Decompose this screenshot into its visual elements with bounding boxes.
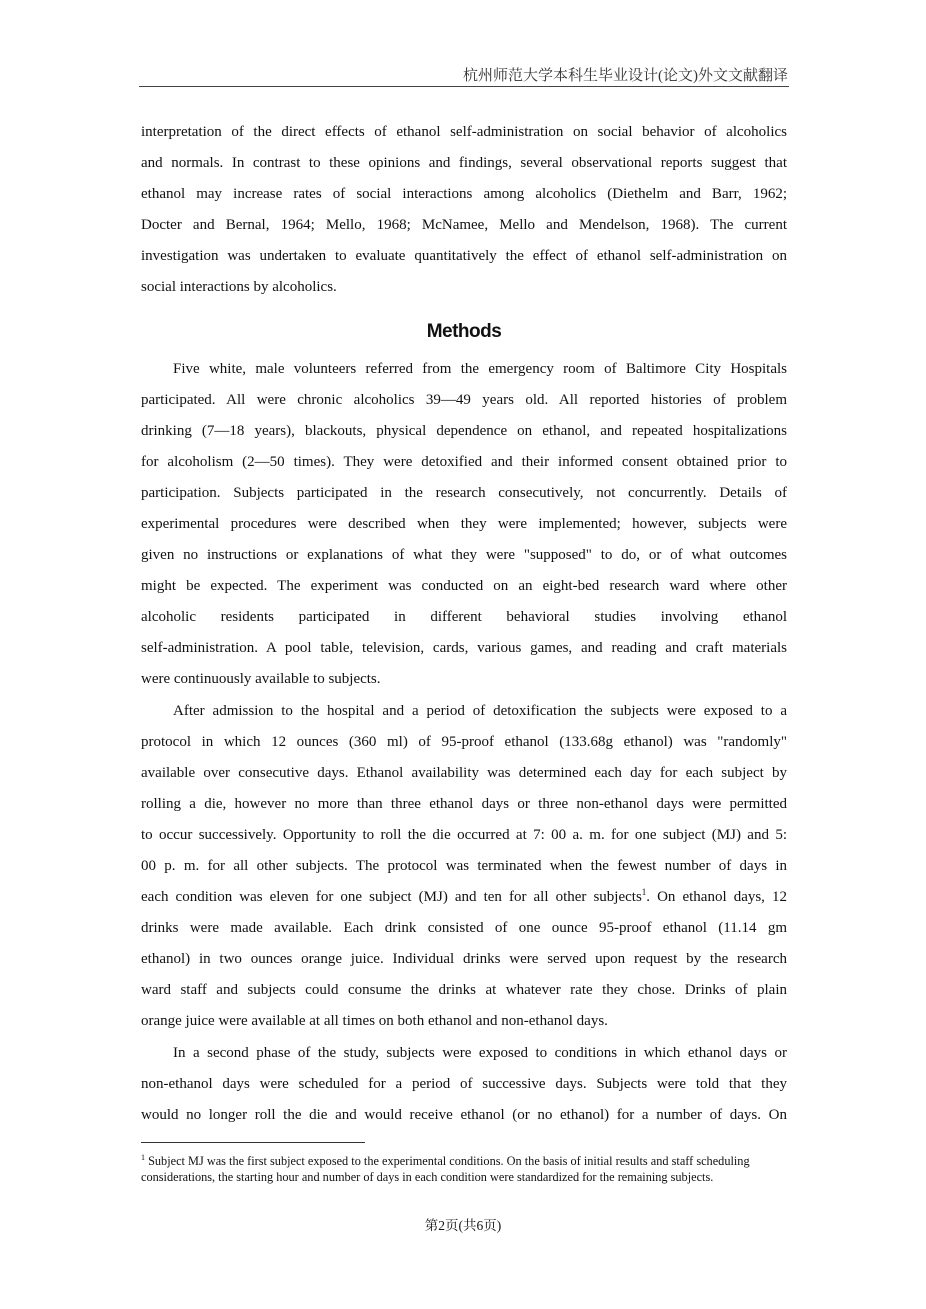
- paragraph-participants: [141, 354, 787, 695]
- header-divider: [139, 86, 789, 87]
- footnote-text: Subject MJ was the first subject exposed to the experimental conditions. On the basis of initial results and staff scheduling considerations, the starting hour and number of days in each condition were standardized for the remaining subjects.: [141, 1154, 750, 1185]
- paragraph-protocol: [141, 696, 787, 1037]
- text-line: In a second phase of the study, subjects were exposed to conditions in which ethanol days or: [173, 1045, 787, 1061]
- text-line: experimental procedures were described when they were implemented; however, subjects were: [141, 516, 787, 532]
- text-line: After admission to the hospital and a period of detoxification the subjects were exposed to a: [173, 703, 787, 719]
- page-number: 第2页(共6页): [424, 1218, 502, 1233]
- text-line: alcoholic residents participated in different behavioral studies involving ethanol: [141, 609, 787, 625]
- footnote-reference: 1: [641, 887, 647, 897]
- text-line: non-ethanol days were scheduled for a period of successive days. Subjects were told that they: [141, 1076, 787, 1092]
- footnote-divider: [141, 1142, 365, 1143]
- text-line: 00 p. m. for all other subjects. The protocol was terminated when the fewest number of days in: [141, 858, 787, 874]
- footnote-marker: 1: [141, 1153, 145, 1162]
- text-line: protocol in which 12 ounces (360 ml) of 95-proof ethanol (133.68g ethanol) was "randomly": [141, 734, 787, 750]
- text-line: given no instructions or explanations of what they were "supposed" to do, or of what outcomes: [141, 547, 787, 563]
- text-line: [141, 882, 787, 913]
- section-heading-methods: Methods: [426, 321, 502, 342]
- text-line: social interactions by alcoholics.: [141, 279, 337, 295]
- footnote: [141, 1150, 781, 1185]
- text-line: ethanol) in two ounces orange juice. Individual drinks were served upon request by the research: [141, 951, 787, 967]
- text-line: rolling a die, however no more than three ethanol days or three non-ethanol days were permitted: [141, 796, 787, 812]
- line-text: each condition was eleven for one subject (MJ) and ten for all other subjects: [141, 889, 642, 905]
- document-header: 杭州师范大学本科生毕业设计(论文)外文文献翻译: [463, 68, 788, 84]
- text-line: Five white, male volunteers referred from the emergency room of Baltimore City Hospitals: [173, 361, 787, 377]
- text-line: might be expected. The experiment was conducted on an eight-bed research ward where other: [141, 578, 787, 594]
- paragraph-second-phase: [141, 1038, 787, 1131]
- text-line: for alcoholism (2—50 times). They were detoxified and their informed consent obtained prior to: [141, 454, 787, 470]
- text-line: would no longer roll the die and would receive ethanol (or no ethanol) for a number of days. On: [141, 1107, 787, 1123]
- text-line: interpretation of the direct effects of ethanol self-administration on social behavior of alcoholics: [141, 124, 787, 140]
- text-line: were continuously available to subjects.: [141, 671, 381, 687]
- text-line: available over consecutive days. Ethanol availability was determined each day for each subject by: [141, 765, 787, 781]
- text-line: drinks were made available. Each drink consisted of one ounce 95-proof ethanol (11.14 gm: [141, 920, 787, 936]
- text-line: ethanol may increase rates of social interactions among alcoholics (Diethelm and Barr, 1962;: [141, 186, 787, 202]
- text-line: orange juice were available at all times on both ethanol and non-ethanol days.: [141, 1013, 608, 1029]
- text-line: investigation was undertaken to evaluate quantitatively the effect of ethanol self-administration on: [141, 248, 787, 264]
- text-line: participation. Subjects participated in the research consecutively, not concurrently. Details of: [141, 485, 787, 501]
- text-line: and normals. In contrast to these opinions and findings, several observational reports suggest that: [141, 155, 787, 171]
- text-line: self-administration. A pool table, television, cards, various games, and reading and craft materials: [141, 640, 787, 656]
- text-line: Docter and Bernal, 1964; Mello, 1968; McNamee, Mello and Mendelson, 1968). The current: [141, 217, 787, 233]
- text-line: participated. All were chronic alcoholics 39—49 years old. All reported histories of problem: [141, 392, 787, 408]
- text-line: drinking (7—18 years), blackouts, physical dependence on ethanol, and repeated hospitalizations: [141, 423, 787, 439]
- paragraph-intro: [141, 117, 787, 303]
- text-line: to occur successively. Opportunity to roll the die occurred at 7: 00 a. m. for one subject (MJ) and 5:: [141, 827, 787, 843]
- line-text: . On ethanol days, 12: [646, 889, 787, 905]
- text-line: ward staff and subjects could consume the drinks at whatever rate they chose. Drinks of plain: [141, 982, 787, 998]
